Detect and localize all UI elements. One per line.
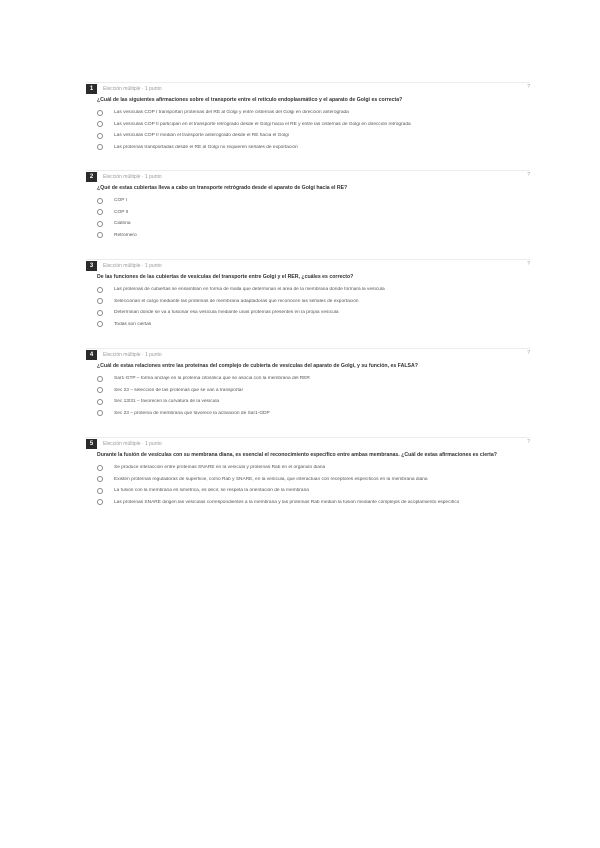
question-help-icon[interactable]: ? [527, 172, 530, 178]
question-number: 5 [86, 439, 97, 449]
question-header [86, 437, 530, 449]
answer-options [86, 462, 530, 508]
answer-label: Determinan dónde se va a fusionar esa vesícula mediante unas proteínas presentes en la propia vesícula [114, 310, 339, 316]
answer-option[interactable] [97, 385, 530, 397]
answer-label: Las vesículas COP II median el transporte anterógrado desde el RE hacia el Golgi [114, 133, 289, 139]
answer-label: Retrómero [114, 232, 137, 238]
answer-label: Se produce interacción entre proteínas SNARE en la vesícula y proteínas Rab en el orgánulo diana [114, 465, 326, 471]
question-header [86, 348, 530, 360]
question-text: ¿Qué de estas cubiertas lleva a cabo un transporte retrógrado desde el aparato de Golgi hacia el RE? [97, 185, 348, 191]
radio-button[interactable] [97, 399, 103, 405]
radio-button[interactable] [97, 144, 103, 150]
answer-label: Sec 13/31 – favorecen la curvatura de la vesícula [114, 399, 220, 405]
question-header [86, 82, 530, 94]
answer-option[interactable] [97, 218, 530, 230]
answer-option[interactable] [97, 207, 530, 219]
question-help-icon[interactable]: ? [527, 261, 530, 267]
answer-label: Clatrina [114, 221, 131, 227]
answer-option[interactable] [97, 474, 530, 486]
answer-option[interactable] [97, 284, 530, 296]
radio-button[interactable] [97, 121, 103, 127]
answer-label: Las proteínas de cubiertas se ensamblan en forma de malla que determinan el área de la membrana donde formará la vesícula [114, 287, 385, 293]
answer-option[interactable] [97, 408, 530, 420]
radio-button[interactable] [97, 499, 103, 505]
radio-button[interactable] [97, 133, 103, 139]
question-3 [86, 259, 530, 330]
answer-options [86, 284, 530, 330]
answer-label: Seleccionan el cargo mediante las proteínas de membrana adaptadoras que reconocen las señales de exportación [114, 298, 359, 304]
answer-label: Existen proteínas reguladoras de superficie, como Rab y SNARE, en la vesícula, que interactúan con receptores específicos en la membrana diana [114, 476, 428, 482]
radio-button[interactable] [97, 410, 103, 416]
radio-button[interactable] [97, 488, 103, 494]
question-text: De las funciones de las cubiertas de vesículas del transporte entre Golgi y el RER, ¿cuáles es correcto? [97, 274, 354, 280]
question-header [86, 259, 530, 271]
question-help-icon[interactable]: ? [527, 350, 530, 356]
radio-button[interactable] [97, 465, 103, 471]
radio-button[interactable] [97, 298, 103, 304]
answer-options [86, 373, 530, 419]
radio-button[interactable] [97, 287, 103, 293]
answer-label: Todas son ciertas [114, 321, 152, 327]
radio-button[interactable] [97, 209, 103, 215]
answer-option[interactable] [97, 396, 530, 408]
answer-option[interactable] [97, 373, 530, 385]
answer-option[interactable] [97, 119, 530, 131]
question-number: 1 [86, 84, 97, 94]
answer-option[interactable] [97, 195, 530, 207]
radio-button[interactable] [97, 476, 103, 482]
answer-option[interactable] [97, 296, 530, 308]
question-type: Elección múltiple · 1 punto [103, 351, 162, 358]
answer-label: COP I [114, 198, 127, 204]
answer-option[interactable] [97, 485, 530, 497]
question-type: Elección múltiple · 1 punto [103, 85, 162, 92]
question-help-icon[interactable]: ? [527, 84, 530, 90]
answer-label: Las proteínas transportadas desde el RE al Golgi no requieren señales de exportación [114, 144, 298, 150]
radio-button[interactable] [97, 321, 103, 327]
answer-option[interactable] [97, 497, 530, 509]
radio-button[interactable] [97, 198, 103, 204]
question-number: 2 [86, 172, 97, 182]
answer-option[interactable] [97, 319, 530, 331]
answer-label: Sar1-GTP – forma anclaje en la proteína citosólica que se asocia con la membrana del RER [114, 376, 310, 382]
question-number: 3 [86, 261, 97, 271]
answer-label: La fusión con la membrana es simétrica, es decir, se respeta la orientación de la membrana [114, 488, 309, 494]
question-1 [86, 82, 530, 153]
question-4 [86, 348, 530, 419]
question-header [86, 170, 530, 182]
answer-label: Las proteínas SNARE dirigen las vesículas correspondientes a la membrana y las proteínas Rab median la fusión mediante complejos de acoplamiento específico [114, 499, 460, 505]
answer-option[interactable] [97, 230, 530, 242]
answer-options [86, 107, 530, 153]
question-text: ¿Cuál de las siguientes afirmaciones sobre el transporte entre el retículo endoplasmático y el aparato de Golgi es correcta? [97, 97, 403, 103]
answer-option[interactable] [97, 307, 530, 319]
answer-option[interactable] [97, 462, 530, 474]
radio-button[interactable] [97, 387, 103, 393]
question-text: ¿Cuál de estas relaciones entre las proteínas del complejo de cubierta de vesículas del aparato de Golgi, y su función, es FALSA? [97, 363, 418, 369]
answer-label: Sec 23 – proteína de membrana que favorece la activación de Sar1-GDP [114, 410, 270, 416]
radio-button[interactable] [97, 376, 103, 382]
question-type: Elección múltiple · 1 punto [103, 173, 162, 180]
answer-option[interactable] [97, 107, 530, 119]
question-2 [86, 170, 530, 241]
radio-button[interactable] [97, 221, 103, 227]
question-type: Elección múltiple · 1 punto [103, 262, 162, 269]
question-number: 4 [86, 350, 97, 360]
answer-label: Las vesículas COP I transportan proteínas del RE al Golgi y entre cisternas del Golgi en dirección anterógrada [114, 110, 349, 116]
answer-options [86, 195, 530, 241]
radio-button[interactable] [97, 110, 103, 116]
question-5 [86, 437, 530, 508]
answer-label: COP II [114, 209, 129, 215]
answer-label: Las vesículas COP II participan en el transporte retrógrado desde el Golgi hacia el RE y entre las cisternas de Golgi en dirección retrógrada [114, 121, 411, 127]
answer-label: Sec 23 – selección de las proteínas que se van a transportar [114, 387, 244, 393]
radio-button[interactable] [97, 232, 103, 238]
answer-option[interactable] [97, 142, 530, 154]
question-type: Elección múltiple · 1 punto [103, 440, 162, 447]
radio-button[interactable] [97, 310, 103, 316]
answer-option[interactable] [97, 130, 530, 142]
question-text: Durante la fusión de vesículas con su membrana diana, es esencial el reconocimiento específico entre ambas membranas. ¿Cuál de estas afirmaciones es cierta? [97, 452, 497, 458]
question-help-icon[interactable]: ? [527, 439, 530, 445]
